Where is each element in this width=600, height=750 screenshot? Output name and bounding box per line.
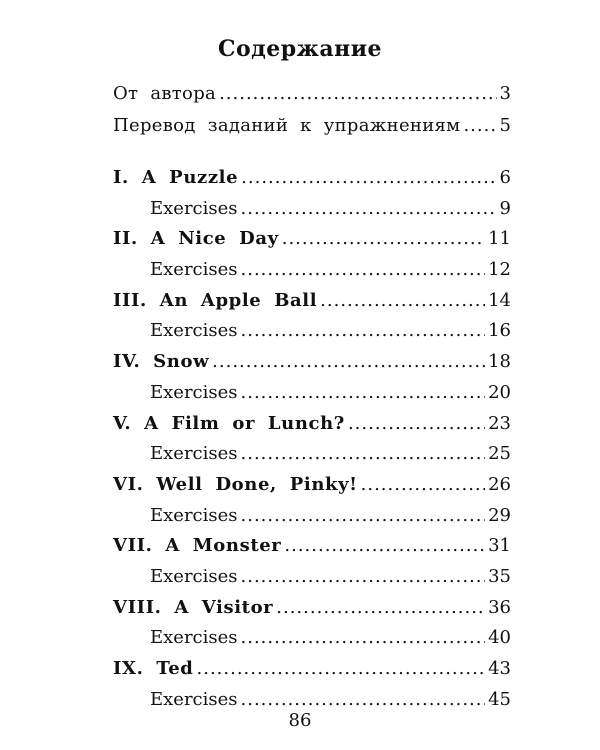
dot-leader xyxy=(241,566,486,587)
exercises-label: Exercises xyxy=(150,565,238,587)
dot-leader xyxy=(241,443,486,464)
chapter-title: IX. Ted xyxy=(113,658,194,679)
toc-chapter-5 xyxy=(113,413,511,444)
dot-leader xyxy=(241,689,486,710)
dot-leader xyxy=(241,198,497,219)
exercises-label: Exercises xyxy=(150,504,238,526)
toc-chapter-4 xyxy=(113,351,511,382)
toc-entry-from-author xyxy=(113,83,511,115)
chapter-title: I. A Puzzle xyxy=(113,167,239,188)
toc-chapter-8 xyxy=(113,597,511,628)
toc-chapter-7 xyxy=(113,535,511,566)
toc-exercises-8 xyxy=(113,627,511,658)
dot-leader xyxy=(284,535,485,556)
dot-leader xyxy=(361,474,485,495)
dot-leader xyxy=(241,627,486,648)
toc-chapter-3 xyxy=(113,290,511,321)
chapter-page: 23 xyxy=(488,412,511,434)
exercises-page: 12 xyxy=(488,259,511,281)
toc-entry-label: От автора xyxy=(113,83,217,104)
toc-entry-page: 3 xyxy=(499,83,511,104)
dot-leader xyxy=(241,382,486,403)
chapter-page: 43 xyxy=(488,658,511,679)
toc-exercises-7 xyxy=(113,566,511,597)
toc-exercises-2 xyxy=(113,259,511,290)
toc-chapter-2 xyxy=(113,228,511,259)
exercises-page: 16 xyxy=(488,320,511,342)
page-title: Содержание xyxy=(217,36,383,62)
table-of-contents xyxy=(113,83,511,719)
toc-entry-translations xyxy=(113,115,511,147)
chapter-page: 14 xyxy=(488,289,511,311)
toc-entry-label: Перевод заданий к упражнениям xyxy=(113,115,461,136)
dot-leader xyxy=(276,597,485,618)
exercises-label: Exercises xyxy=(150,688,238,710)
chapter-title: II. A Nice Day xyxy=(113,228,279,250)
toc-chapter-9 xyxy=(113,658,511,689)
exercises-page: 29 xyxy=(488,504,511,526)
chapter-page: 26 xyxy=(488,473,511,495)
exercises-label: Exercises xyxy=(150,320,238,342)
toc-entry-page: 5 xyxy=(499,115,511,136)
dot-leader xyxy=(197,658,486,679)
toc-exercises-5 xyxy=(113,443,511,474)
chapter-page: 11 xyxy=(488,228,511,250)
exercises-page: 40 xyxy=(488,627,511,649)
exercises-page: 25 xyxy=(488,443,511,465)
exercises-label: Exercises xyxy=(150,197,238,219)
toc-exercises-4 xyxy=(113,382,511,413)
toc-exercises-3 xyxy=(113,320,511,351)
dot-leader xyxy=(463,115,496,136)
dot-leader xyxy=(212,351,485,372)
exercises-label: Exercises xyxy=(150,259,238,281)
chapter-page: 36 xyxy=(488,596,511,618)
exercises-label: Exercises xyxy=(150,381,238,403)
exercises-label: Exercises xyxy=(150,627,238,649)
chapter-page: 6 xyxy=(499,167,511,188)
chapter-page: 31 xyxy=(488,535,511,557)
toc-exercises-1 xyxy=(113,198,511,229)
chapter-title: V. A Film or Lunch? xyxy=(113,412,345,434)
chapter-title: VI. Well Done, Pinky! xyxy=(113,473,358,495)
chapter-title: VII. A Monster xyxy=(113,535,282,557)
chapter-page: 18 xyxy=(488,351,511,373)
dot-leader xyxy=(241,505,486,526)
chapter-title: IV. Snow xyxy=(113,351,210,373)
chapter-title: VIII. A Visitor xyxy=(113,596,274,618)
dot-leader xyxy=(241,259,486,280)
page-number: 86 xyxy=(288,710,312,731)
dot-leader xyxy=(241,167,496,188)
dot-leader xyxy=(241,320,486,341)
section-gap xyxy=(113,147,511,167)
chapter-title: III. An Apple Ball xyxy=(113,289,318,311)
toc-chapter-1 xyxy=(113,167,511,198)
dot-leader xyxy=(320,290,485,311)
dot-leader xyxy=(282,228,485,249)
dot-leader xyxy=(348,413,485,434)
exercises-page: 20 xyxy=(488,381,511,403)
exercises-page: 35 xyxy=(488,565,511,587)
exercises-page: 45 xyxy=(488,688,511,710)
dot-leader xyxy=(219,83,496,104)
toc-exercises-6 xyxy=(113,505,511,536)
exercises-label: Exercises xyxy=(150,443,238,465)
exercises-page: 9 xyxy=(499,197,511,219)
toc-chapter-6 xyxy=(113,474,511,505)
